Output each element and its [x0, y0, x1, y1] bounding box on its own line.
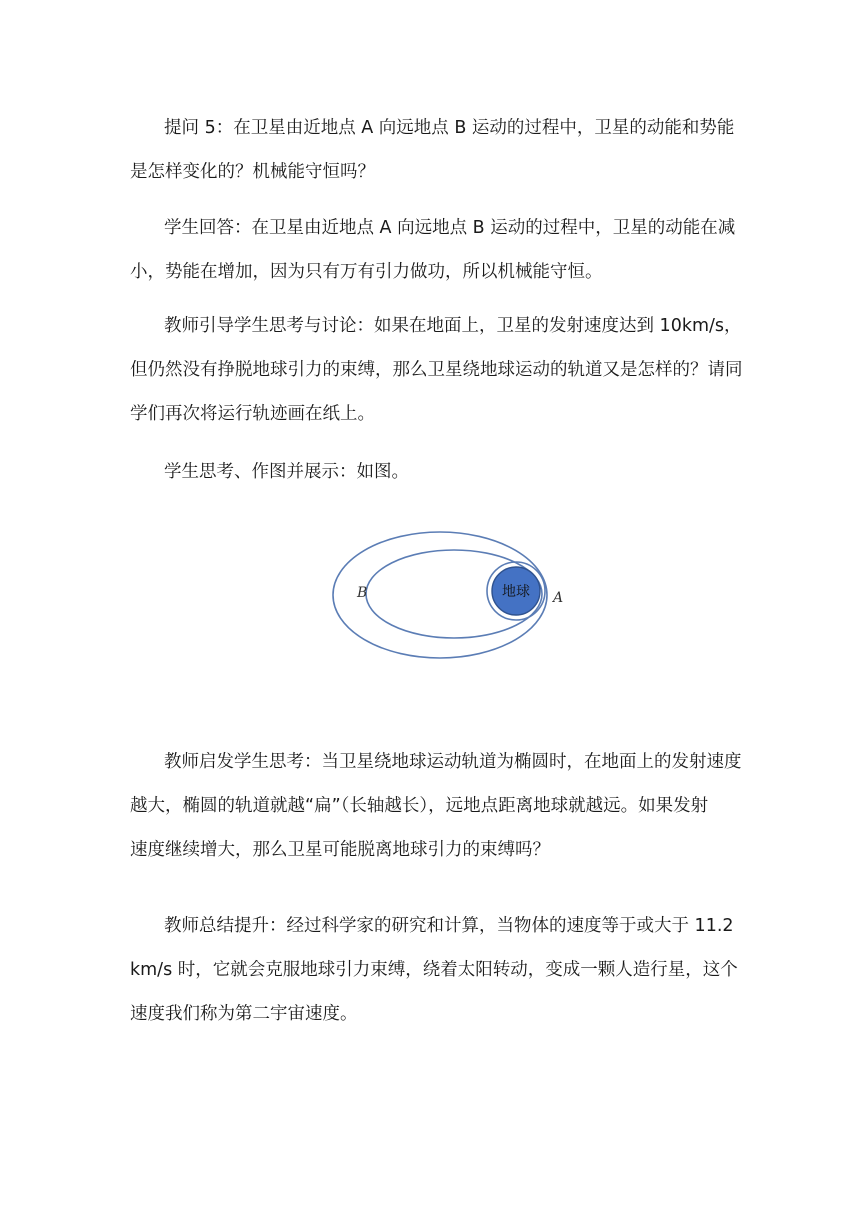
- orbit-diagram-svg: [292, 514, 596, 674]
- text-line: 教师总结提升：经过科学家的研究和计算，当物体的速度等于或大于 11.2: [164, 916, 734, 936]
- text-line: km/s 时，它就会克服地球引力束缚，绕着太阳转动，变成一颗人造行星，这个: [130, 960, 738, 980]
- text-line: 学们再次将运行轨迹画在纸上。: [130, 404, 375, 424]
- paragraph-student-answer: [130, 206, 736, 294]
- text-line: 是怎样变化的？机械能守恒吗？: [130, 162, 375, 182]
- paragraph-teacher-inspire: [130, 740, 742, 872]
- text-line: 速度继续增大，那么卫星可能脱离地球引力的束缚吗？: [130, 840, 550, 860]
- point-b-label: B: [357, 585, 368, 601]
- text-line: 教师启发学生思考：当卫星绕地球运动轨道为椭圆时，在地面上的发射速度: [164, 752, 742, 772]
- text-line: 小，势能在增加，因为只有万有引力做功，所以机械能守恒。: [130, 262, 603, 282]
- orbit-diagram: [292, 514, 596, 674]
- paragraph-teacher-summary: [130, 904, 738, 1036]
- text-line: 学生回答：在卫星由近地点 A 向远地点 B 运动的过程中，卫星的动能在减: [164, 218, 736, 238]
- paragraph-teacher-guide: [130, 304, 743, 436]
- text-line: 提问 5：在卫星由近地点 A 向远地点 B 运动的过程中，卫星的动能和势能: [164, 118, 735, 138]
- text-line: 但仍然没有挣脱地球引力的束缚，那么卫星绕地球运动的轨道又是怎样的？请同: [130, 360, 743, 380]
- text-line: 学生思考、作图并展示：如图。: [164, 462, 409, 482]
- paragraph-student-drawing: [130, 450, 732, 494]
- text-line: 教师引导学生思考与讨论：如果在地面上，卫星的发射速度达到 10km/s，: [164, 316, 742, 336]
- text-line: 越大，椭圆的轨道就越“扁”（长轴越长），远地点距离地球就越远。如果发射: [130, 796, 709, 816]
- paragraph-question-5: [130, 106, 735, 194]
- point-a-label: A: [553, 590, 564, 606]
- earth-label: 地球: [502, 584, 530, 600]
- text-line: 速度我们称为第二宇宙速度。: [130, 1004, 358, 1024]
